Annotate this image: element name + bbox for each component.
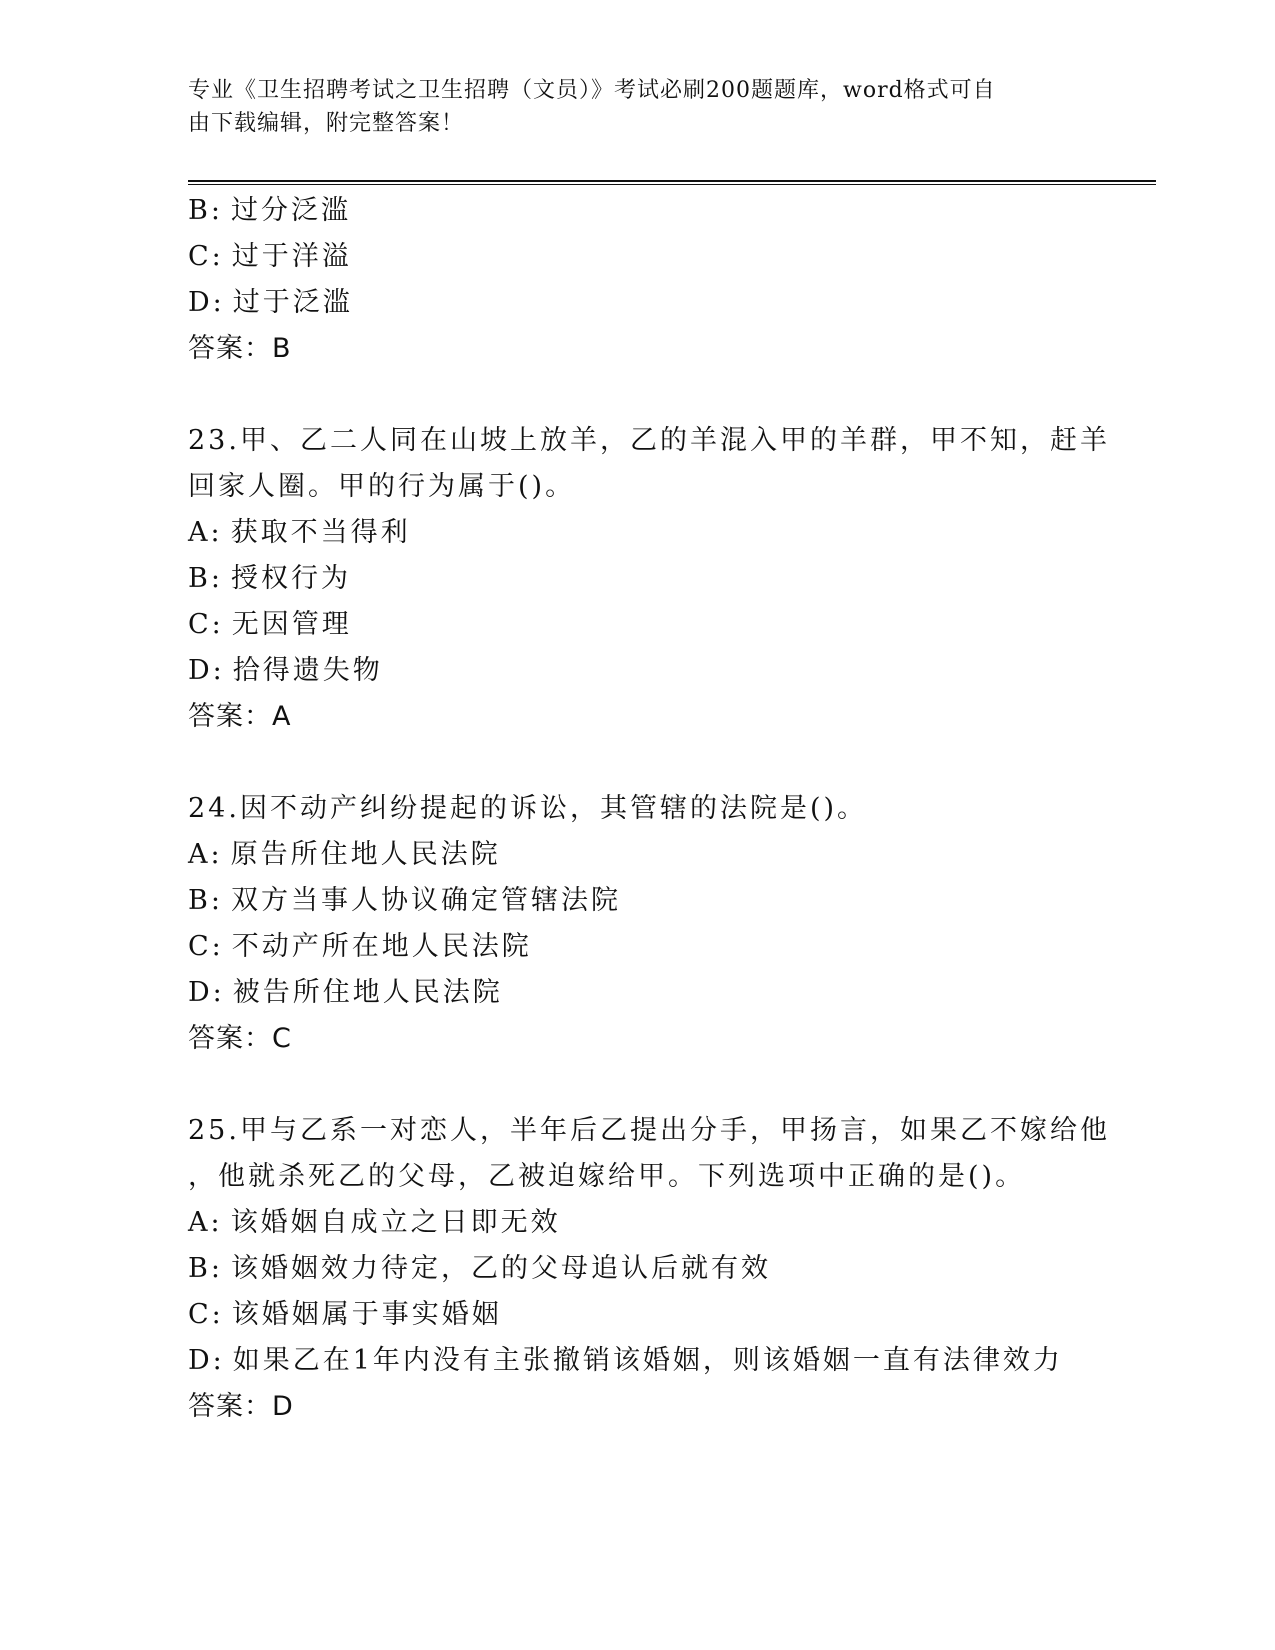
option-label: A: (188, 839, 223, 870)
option-label: D: (188, 655, 225, 686)
header-line-1: 专业《卫生招聘考试之卫生招聘（文员）》考试必刷200题题库，word格式可自 (188, 78, 996, 103)
answer-line: 答案：C (188, 1023, 292, 1054)
option-text: 过分泛滥 (230, 195, 351, 226)
question-block-24 (188, 786, 1088, 1062)
option-d (188, 648, 1088, 694)
option-label: A: (188, 517, 223, 548)
option-c (188, 924, 1088, 970)
option-a (188, 1200, 1088, 1246)
option-c (188, 602, 1088, 648)
question-block-22 (188, 188, 1088, 372)
option-label: B: (188, 885, 223, 916)
option-text: 该婚姻效力待定，乙的父母追认后就有效 (230, 1253, 771, 1284)
option-label: C: (188, 609, 224, 640)
option-b (188, 188, 1088, 234)
option-label: D: (188, 1345, 225, 1376)
question-stem-line: 25.甲与乙系一对恋人，半年后乙提出分手，甲扬言，如果乙不嫁给他 (188, 1115, 1110, 1146)
option-label: B: (188, 195, 223, 226)
option-a (188, 832, 1088, 878)
option-a (188, 510, 1088, 556)
option-d (188, 280, 1088, 326)
answer-line: 答案：A (188, 701, 292, 732)
answer-line: 答案：D (188, 1391, 294, 1422)
question-stem-line: 回家人圈。甲的行为属于()。 (188, 471, 576, 502)
option-text: 该婚姻属于事实婚姻 (231, 1299, 502, 1330)
option-text: 无因管理 (231, 609, 352, 640)
option-text: 双方当事人协议确定管辖法院 (230, 885, 621, 916)
header-divider-thin (188, 184, 1156, 185)
option-c (188, 234, 1088, 280)
option-text: 过于洋溢 (231, 241, 352, 272)
option-text: 不动产所在地人民法院 (231, 931, 532, 962)
option-text: 授权行为 (230, 563, 351, 594)
spacer (188, 740, 1088, 786)
option-text: 该婚姻自成立之日即无效 (230, 1207, 561, 1238)
option-label: C: (188, 931, 224, 962)
option-label: C: (188, 1299, 224, 1330)
option-b (188, 1246, 1088, 1292)
option-b (188, 878, 1088, 924)
option-b (188, 556, 1088, 602)
option-d (188, 970, 1088, 1016)
option-label: D: (188, 287, 225, 318)
question-stem-line: 23.甲、乙二人同在山坡上放羊，乙的羊混入甲的羊群，甲不知，赶羊 (188, 425, 1110, 456)
question-stem-line: ，他就杀死乙的父母，乙被迫嫁给甲。下列选项中正确的是()。 (188, 1161, 1026, 1192)
option-label: A: (188, 1207, 223, 1238)
option-text: 获取不当得利 (230, 517, 411, 548)
option-label: D: (188, 977, 225, 1008)
header-divider-thick (188, 180, 1156, 182)
option-text: 被告所住地人民法院 (232, 977, 503, 1008)
option-label: B: (188, 563, 223, 594)
question-list (188, 188, 1110, 1430)
question-stem-line: 24.因不动产纠纷提起的诉讼，其管辖的法院是()。 (188, 793, 868, 824)
option-c (188, 1292, 1088, 1338)
option-text: 原告所住地人民法院 (230, 839, 501, 870)
spacer (188, 372, 1088, 418)
option-text: 拾得遗失物 (232, 655, 383, 686)
spacer (188, 1062, 1088, 1108)
document-header (188, 74, 1068, 140)
header-line-2: 由下载编辑，附完整答案！ (188, 111, 465, 136)
question-block-25 (188, 1108, 1110, 1430)
answer-line: 答案：B (188, 333, 292, 364)
option-label: C: (188, 241, 224, 272)
question-block-23 (188, 418, 1110, 740)
option-d (188, 1338, 1088, 1384)
option-text: 如果乙在1年内没有主张撤销该婚姻，则该婚姻一直有法律效力 (232, 1345, 1063, 1376)
option-text: 过于泛滥 (232, 287, 353, 318)
option-label: B: (188, 1253, 223, 1284)
